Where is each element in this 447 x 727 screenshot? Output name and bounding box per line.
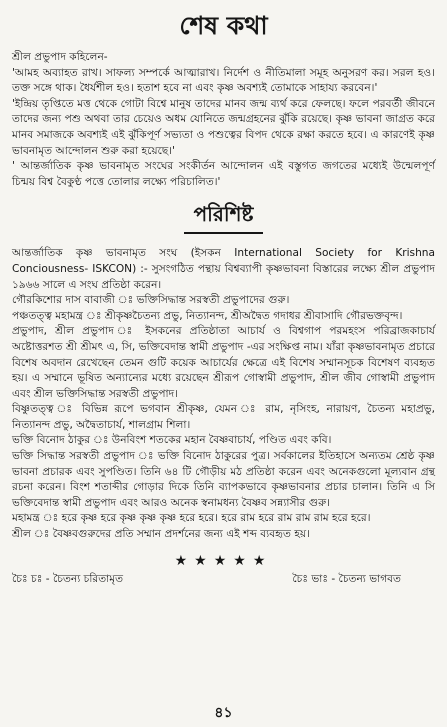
glossary-bhaktisiddhanta: ভক্তি সিদ্ধান্ত সরস্বতী প্রভুপাদ ঃ ভক্তি বিনোদ ঠাকুরের পুত্র। সর্বকালের ইতিহাসে অন্যতম শ্রেষ্ঠ কৃষ্ণ ভাবনা প্রচারক এবং সুপণ্ডিত। তিনি ৬৪ টি গৌড়ীয় মঠ প্রতিষ্ঠা করেন এবং অনেকগুলো মূল্যবান গ্রন্থ রচনা করেন। বিংশ শতাব্দীর গোড়ার দিকে তিনি ব্যাপকভাবে কৃষ্ণভাবনার প্রচার চালান। তিনি এ সি ভক্তিবেদান্ত স্বামী প্রভুপাদ এবং আরও অনেক স্বনামধন্য বৈষ্ণব সন্ন্যাসীর গুরু।	[12, 450, 435, 509]
abbreviation-cb: চৈঃ ভাঃ - চৈতন্য ভাগবত	[292, 572, 401, 585]
glossary-iskcon: আন্তর্জাতিক কৃষ্ণ ভাবনামৃত সংঘ (ইসকন International Society for Krishna Conciousness- ISKCON) :- সুসংগঠিত পন্থায় বিশ্বব্যাপী কৃষ্ণভাবনা বিস্তারের লক্ষ্যে শ্রীল প্রভুপাদ ১৯৬৬ সালে এ সংঘ প্রতিষ্ঠা করেন।	[12, 247, 435, 291]
quote-paragraph-1: 'আমহ অব্যাহত রাখ। সাফল্য সম্পর্কে আত্মারাখ। নির্দেশ ও নীতিমালা সমূহ অনুসরণ কর। সরল হও। তক্ত সঙ্গে থাক। ধৈর্যশীল হও। হতাশ হবে না এবং কৃষ্ণ অবশ্যই তোমাকে সাহায্য করবেন।'	[12, 66, 435, 95]
abbreviations-row	[12, 571, 435, 587]
glossary-gaurakishora: গৌরকিশোর দাস বাবাজী ঃ ভক্তিসিদ্ধান্ত সরস্বতী প্রভুপাদের গুরু।	[12, 294, 290, 307]
appendix-title: পরিশিষ্ট	[184, 200, 264, 234]
abbreviation-cc: চৈঃ চঃ - চৈতন্য চরিতামৃত	[12, 572, 124, 585]
glossary-vishnutattva: বিষ্ণুতত্ত্ব ঃ বিভিন্ন রূপে ভগবান শ্রীকৃষ্ণ, যেমন ঃ রাম, নৃসিংহ, নারায়ণ, চৈতন্য মহাপ্রভু, নিত্যানন্দ প্রভু, অদ্বৈতাচার্য, শালগ্রাম শিলা।	[12, 403, 435, 431]
quote-paragraph-2: 'ইন্দ্রিয় তৃপ্তিতে মত্ত থেকে গোটা বিশ্বে মানুষ তাদের মানব জন্ম ব্যর্থ করে ফেলছে। ফলে পরবর্তী জীবনে তাদের জন্য পশু অথবা তার চেয়েও অধম যোনিতে জন্মগ্রহনের ঝুঁকি রয়েছে। কৃষ্ণ ভাবনা জাগ্রত করে মানব সমাজকে অবশ্যই এই ঝুঁকিপূর্ণ সভ্যতা ও পশুত্বের বিপদ থেকে রক্ষা করতে হবে। এ কারণেই কৃষ্ণ ভাবনামৃত আন্দোলন শুরু করা হয়েছে।'	[12, 97, 435, 157]
glossary-prabhupada: প্রভুপাদ, শ্রীল প্রভুপাদ ঃ ইসকনের প্রতিষ্ঠাতা আচার্য ও বিশ্বগাপ পরমহংস পরিব্রাজকাচার্য অষ্টোত্তরশত শ্রী শ্রীমৎ এ, সি, ভক্তিবেদান্ত স্বামী প্রভুপাদ -এর সংক্ষিপ্ত নাম। যাঁরা কৃষ্ণভাবনামৃত প্রচারে বিশেষ অবদান রেখেছেন তেমন গুটি কয়েক আচার্যের ক্ষেত্রে এই বিশেষ সম্মানসূচক বিশেষণ ব্যবহৃত হয়। এ সম্মানে ভূষিত অন্যান্যের মধ্যে রয়েছেন শ্রীরূপ গোস্বামী প্রভুপাদ, শ্রীল জীব গোস্বামী প্রভুপাদ এবং শ্রীল ভক্তিসিদ্ধান্ত সরস্বতী প্রভুপাদ।	[12, 325, 435, 400]
quote-paragraph-3: ' আন্তর্জাতিক কৃষ্ণ ভাবনামৃত সংঘের সংকীর্তন আন্দোলন এই বস্তুগত জগতের মধ্যেই উন্মেলপূর্ণ চিন্ময় বিশ্ব বৈকুণ্ঠ পত্তে তোলার লক্ষ্যে পরিচালিত।'	[12, 160, 435, 188]
glossary-srila: শ্রীল ঃ বৈষ্ণবগুরুদের প্রতি সম্মান প্রদর্শনের জন্য এই শব্দ ব্যবহৃত হয়।	[12, 528, 310, 541]
intro-speaker-line: শ্রীল প্রভুপাদ কহিলেন-	[12, 51, 108, 63]
glossary-mahamantra: মহামন্ত্র ঃ হরে কৃষ্ণ হরে কৃষ্ণ কৃষ্ণ কৃষ্ণ হরে হরে। হরে রাম হরে রাম রাম রাম হরে হরে।	[12, 512, 371, 525]
document-page	[12, 10, 435, 587]
appendix-heading-wrap	[12, 200, 435, 234]
page-title: শেষ কথা	[179, 11, 268, 40]
page-number: ৪১	[214, 705, 233, 721]
glossary-bhaktivinoda: ভক্তি বিনোদ ঠাকুর ঃ উনবিংশ শতকের মহান বৈষ্ণবাচার্য, পণ্ডিত এবং কবি।	[12, 434, 332, 447]
glossary-panchatattva: পঞ্চতত্ত্ব মহামন্ত্র ঃ শ্রীকৃষ্ণচৈতন্য প্রভু, নিত্যানন্দ, শ্রীঅদ্বৈত গদাধর শ্রীবাসাদি গৌরভক্তবৃন্দ।	[12, 309, 403, 322]
star-divider: ★★★★★	[174, 552, 273, 569]
